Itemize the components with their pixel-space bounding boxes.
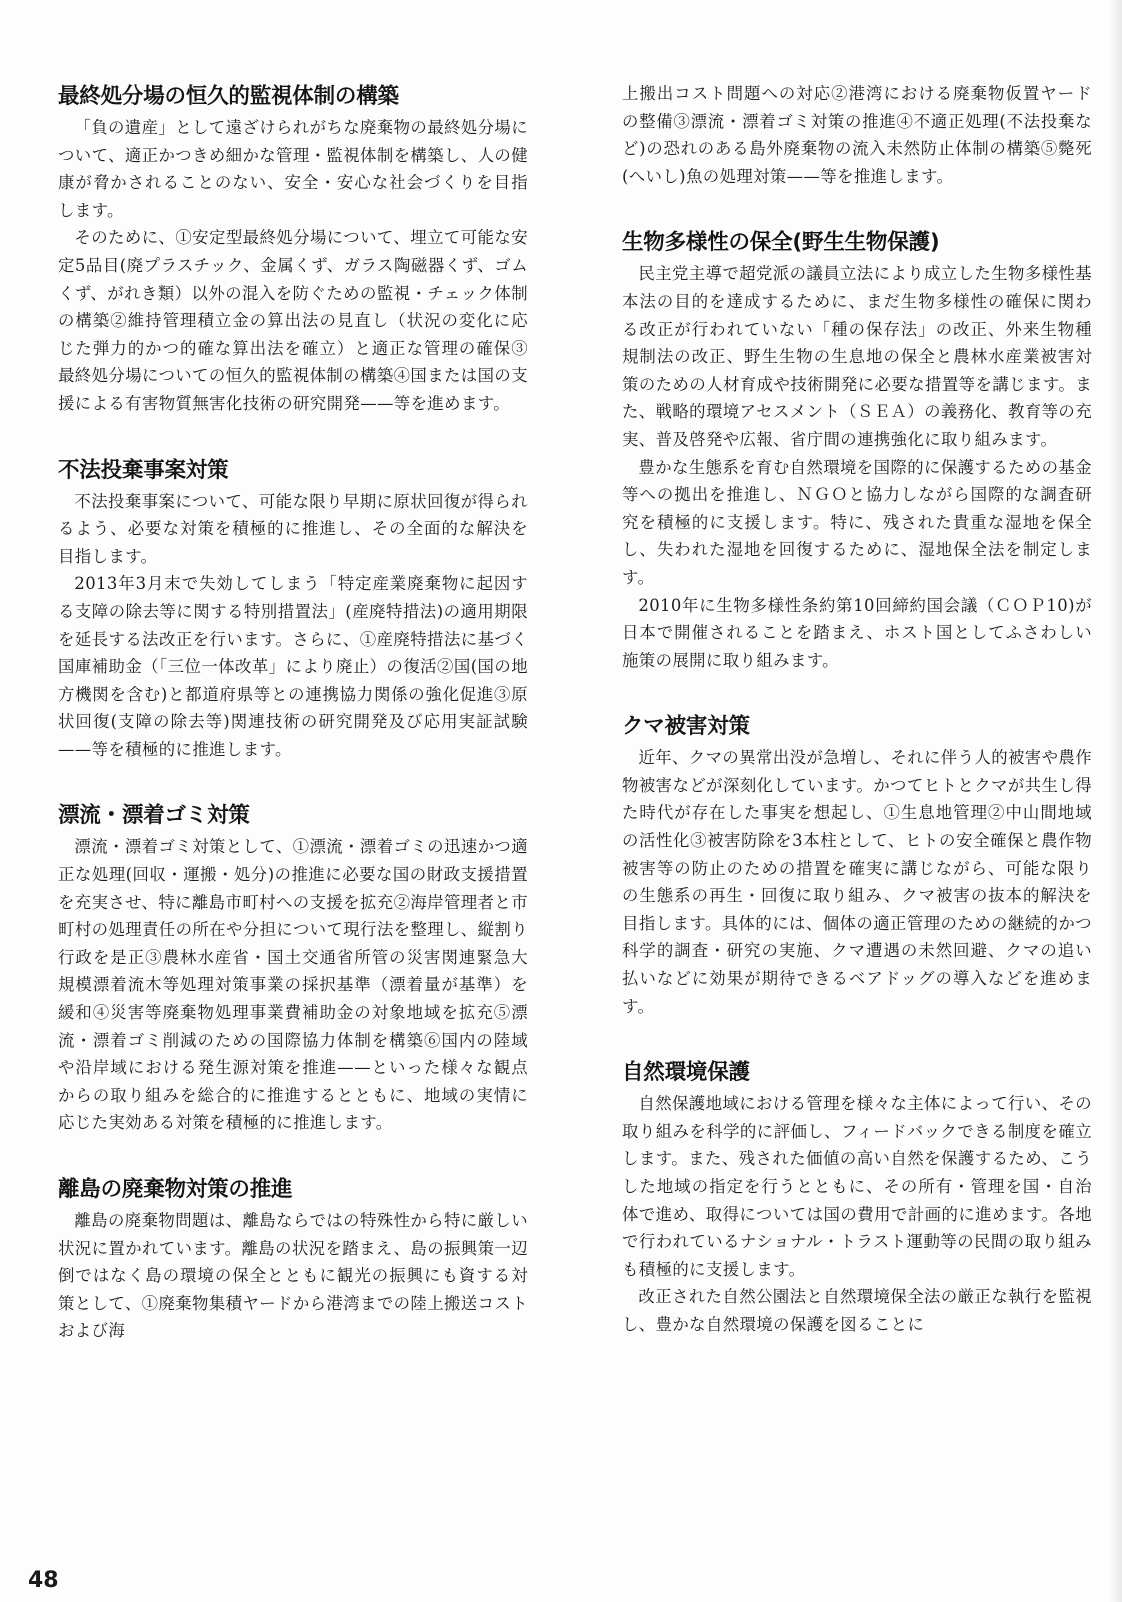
section-heading: 離島の廃棄物対策の推進 xyxy=(58,1177,293,1202)
paragraph: 離島の廃棄物問題は、離島ならではの特殊性から特に厳しい状況に置かれています。離島の状況を踏まえ、島の振興策一辺倒ではなく島の環境の保全とともに観光の振興にも資する対策として、①廃棄物集積ヤードから港湾までの陸上搬送コストおよび海 xyxy=(58,1211,528,1341)
section-final-disposal xyxy=(58,80,528,418)
section-heading: 漂流・漂着ゴミ対策 xyxy=(58,803,250,829)
paragraph: そのために、①安定型最終処分場について、埋立て可能な安定5品目(廃プラスチック、金属くず、ガラス陶磁器くず、ゴムくず、がれき類）以外の混入を防ぐための監視・チェック体制の構築②維持管理積立金の算出法の見直し（状況の変化に応じた弾力的かつ的確な算出法を確立）と適正な管理の確保③最終処分場についての恒久的監視体制の構築④国または国の支援による有害物質無害化技術の研究開発——等を進めます。 xyxy=(58,228,528,413)
section-heading: 自然環境保護 xyxy=(622,1060,750,1086)
section-heading: 最終処分場の恒久的監視体制の構築 xyxy=(58,84,399,109)
right-column xyxy=(622,80,1092,1375)
section-heading: 生物多様性の保全(野生生物保護) xyxy=(622,230,940,256)
section-nature-conservation xyxy=(622,1056,1092,1338)
paragraph: 自然保護地域における管理を様々な主体によって行い、その取り組みを科学的に評価し、フィードバックできる制度を確立します。また、残された価値の高い自然を保護するため、こうした地域の指定を行うとともに、その所有・管理を国・自治体で進め、取得については国の費用で計画的に進めます。各地で行われているナショナル・トラスト運動等の民間の取り組みも積極的に支援します。 xyxy=(622,1094,1092,1279)
page-number: 48 xyxy=(28,1568,59,1593)
section-heading: クマ被害対策 xyxy=(622,714,750,740)
paragraph: 「負の遺産」として遠ざけられがちな廃棄物の最終処分場について、適正かつきめ細かな管理・監視体制を構築し、人の健康が脅かされることのない、安全・安心な社会づくりを目指します。 xyxy=(58,118,528,220)
section-remote-island-waste xyxy=(58,1173,528,1345)
paragraph: 民主党主導で超党派の議員立法により成立した生物多様性基本法の目的を達成するために、まだ生物多様性の確保に関わる改正が行われていない「種の保存法」の改正、外来生物種規制法の改正、野生生物の生息地の保全と農林水産業被害対策のための人材育成や技術開発に必要な措置等を講じます。また、戦略的環境アセスメント（ＳＥＡ）の義務化、教育等の充実、普及啓発や広報、省庁間の連携強化に取り組みます。 xyxy=(622,264,1092,449)
section-biodiversity xyxy=(622,226,1092,674)
paragraph: 豊かな生態系を育む自然環境を国際的に保護するための基金等への拠出を推進し、ＮＧＯと協力しながら国際的な調査研究を積極的に支援します。特に、残された貴重な湿地を保全し、失われた湿地を回復するために、湿地保全法を制定します。 xyxy=(622,457,1092,587)
paragraph: 不法投棄事案について、可能な限り早期に原状回復が得られるよう、必要な対策を積極的に推進し、その全面的な解決を目指します。 xyxy=(58,491,528,566)
paragraph: 改正された自然公園法と自然環境保全法の厳正な執行を監視し、豊かな自然環境の保護を図ることに xyxy=(622,1287,1092,1334)
section-heading: 不法投棄事案対策 xyxy=(58,457,229,483)
section-marine-litter xyxy=(58,799,528,1137)
section-bear-damage xyxy=(622,710,1092,1020)
gutter-shadow xyxy=(1108,0,1122,1602)
paragraph: 上搬出コスト問題への対応②港湾における廃棄物仮置ヤードの整備③漂流・漂着ゴミ対策の推進④不適正処理(不法投棄など)の恐れのある島外廃棄物の流入未然防止体制の構築⑤斃死(へいし)魚の処理対策——等を推進します。 xyxy=(622,84,1092,186)
section-continued-text xyxy=(622,80,1092,190)
paragraph: 2010年に生物多様性条約第10回締約国会議（ＣＯＰ10)が日本で開催されることを踏まえ、ホスト国としてふさわしい施策の展開に取り組みます。 xyxy=(622,595,1092,670)
paragraph: 漂流・漂着ゴミ対策として、①漂流・漂着ゴミの迅速かつ適正な処理(回収・運搬・処分)の推進に必要な国の財政支援措置を充実させ、特に離島市町村への支援を拡充②海岸管理者と市町村の処理責任の所在や分担について現行法を整理し、縦割り行政を是正③農林水産省・国土交通省所管の災害関連緊急大規模漂着流木等処理対策事業の採択基準（漂着量が基準）を緩和④災害等廃棄物処理事業費補助金の対象地域を拡充⑤漂流・漂着ゴミ削減のための国際協力体制を構築⑥国内の陸域や沿岸域における発生源対策を推進——といった様々な観点からの取り組みを総合的に推進するとともに、地域の実情に応じた実効ある対策を積極的に推進します。 xyxy=(58,837,528,1133)
section-illegal-dumping xyxy=(58,454,528,764)
paragraph: 近年、クマの異常出没が急増し、それに伴う人的被害や農作物被害などが深刻化しています。かつてヒトとクマが共生し得た時代が存在した事実を想起し、①生息地管理②中山間地域の活性化③被害防除を3本柱として、ヒトの安全確保と農作物被害等の防止のための措置を確実に講じながら、可能な限りの生態系の再生・回復に取り組み、クマ被害の抜本的解決を目指します。具体的には、個体の適正管理のための継続的かつ科学的調査・研究の実施、クマ遭遇の未然回避、クマの追い払いなどに効果が期待できるベアドッグの導入などを進めます。 xyxy=(622,748,1092,1016)
left-column xyxy=(58,80,528,1381)
paragraph: 2013年3月末で失効してしまう「特定産業廃棄物に起因する支障の除去等に関する特別措置法」(産廃特措法)の適用期限を延長する法改正を行います。さらに、①産廃特措法に基づく国庫補助金（「三位一体改革」により廃止）の復活②国(国の地方機関を含む)と都道府県等との連携協力関係の強化促進③原状回復(支障の除去等)関連技術の研究開発及び応用実証試験——等を積極的に推進します。 xyxy=(58,574,528,759)
